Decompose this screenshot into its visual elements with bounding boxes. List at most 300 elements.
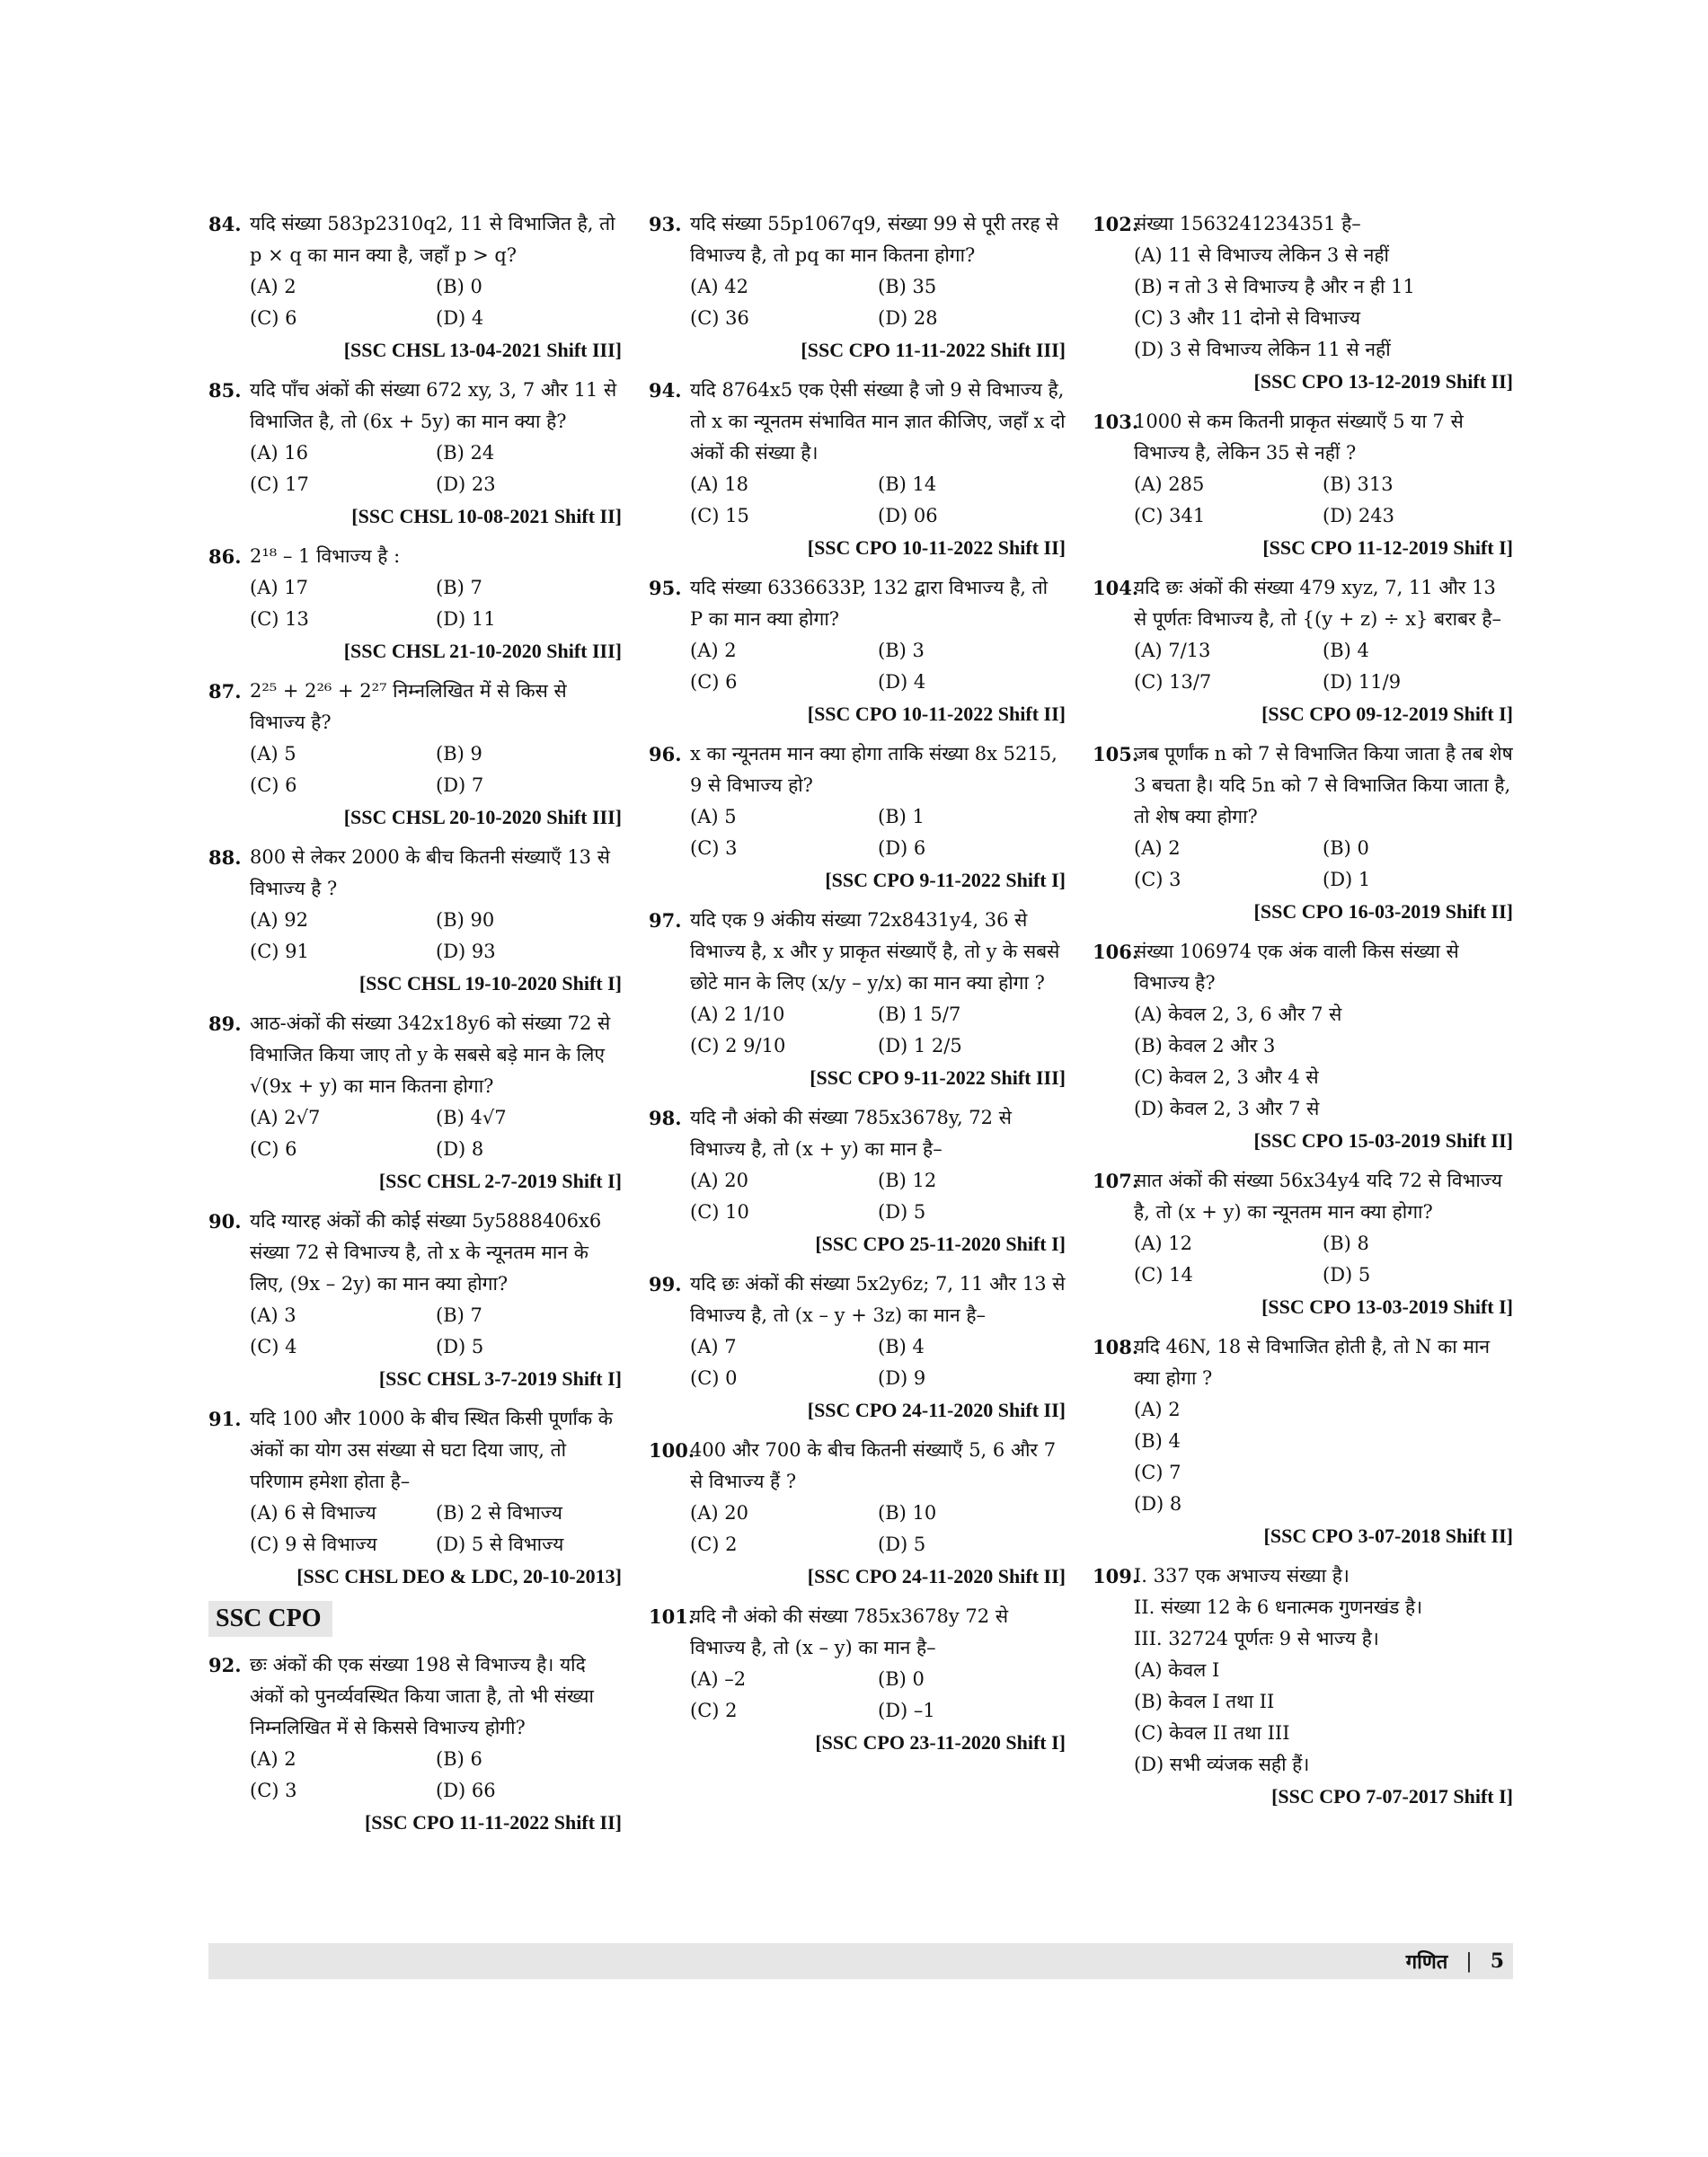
option: (B) न तो 3 से विभाज्य है और न ही 11 <box>1134 276 1415 297</box>
question-block <box>208 1649 622 1838</box>
option-row <box>690 1695 1066 1727</box>
options-list <box>208 1300 622 1363</box>
options-list <box>649 1498 1066 1560</box>
options-list <box>1093 1394 1513 1520</box>
options-list <box>1093 635 1513 698</box>
question-block <box>1093 738 1513 927</box>
option: (C) 2 9/10 <box>690 1035 786 1056</box>
option: (B) 90 <box>436 909 495 931</box>
options-list <box>208 1744 622 1807</box>
options-list <box>649 635 1066 698</box>
question-number: 98. <box>649 1107 682 1129</box>
option: (B) केवल I तथा II <box>1134 1691 1275 1712</box>
option-row <box>250 1331 622 1363</box>
option: (B) 7 <box>436 1304 482 1326</box>
option-row <box>250 1744 622 1775</box>
exam-source: [SSC CPO 09-12-2019 Shift I] <box>1261 703 1513 725</box>
option-row <box>1134 500 1513 532</box>
option: (B) 10 <box>878 1502 937 1524</box>
question-block <box>208 676 622 833</box>
options-list <box>649 1331 1066 1394</box>
options-list <box>649 1664 1066 1727</box>
option: (D) –1 <box>878 1700 935 1721</box>
option: (D) 6 <box>878 837 926 859</box>
option: (D) 243 <box>1323 505 1394 526</box>
question-number: 105. <box>1093 743 1139 765</box>
question-text: यदि छः अंकों की संख्या 479 xyz, 7, 11 और 13 से पूर्णतः विभाज्य है, तो {(y + z) ÷ x} बराबर है– <box>1134 577 1502 630</box>
options-list <box>1093 1592 1513 1781</box>
question-block <box>649 1269 1066 1426</box>
question-header <box>649 375 1066 469</box>
exam-source: [SSC CHSL 10-08-2021 Shift II] <box>351 505 622 527</box>
option: (A) 92 <box>250 909 308 931</box>
option: (B) 35 <box>878 276 937 297</box>
question-header <box>649 1269 1066 1331</box>
options-list <box>649 999 1066 1062</box>
question-text: सात अंकों की संख्या 56x34y4 यदि 72 से विभाज्य है, तो (x + y) का न्यूनतम मान क्या होगा? <box>1134 1170 1502 1223</box>
exam-source: [SSC CPO 11-11-2022 Shift III] <box>801 339 1066 361</box>
option: (A) 2 <box>250 1748 296 1770</box>
option: (B) 3 <box>878 640 925 661</box>
option: (C) 6 <box>690 671 738 693</box>
option: (C) केवल 2, 3 और 4 से <box>1134 1066 1319 1088</box>
option-row <box>690 271 1066 303</box>
option: (D) 7 <box>436 774 484 796</box>
option-row <box>690 500 1066 532</box>
option-row <box>690 1030 1066 1062</box>
options-list <box>1093 469 1513 532</box>
option: (C) 0 <box>690 1367 738 1389</box>
option: (B) 313 <box>1323 473 1394 495</box>
options-list <box>208 438 622 500</box>
question-block <box>208 208 622 366</box>
option: (A) 12 <box>1134 1233 1192 1254</box>
question-header <box>208 375 622 438</box>
option: (B) 4 <box>1323 640 1369 661</box>
option: (A) 2 <box>250 276 296 297</box>
option: (C) 15 <box>690 505 749 526</box>
options-list <box>208 1498 622 1560</box>
question-block <box>649 1102 1066 1260</box>
question-block <box>208 1206 622 1394</box>
option: (A) 20 <box>690 1170 748 1191</box>
question-number: 92. <box>208 1654 242 1676</box>
question-block <box>1093 1331 1513 1551</box>
question-header <box>1093 572 1513 635</box>
option: (C) 91 <box>250 941 309 962</box>
question-number: 97. <box>649 909 682 932</box>
question-number: 87. <box>208 680 242 703</box>
option: (D) 28 <box>878 307 938 329</box>
option-row <box>250 1529 622 1560</box>
option: (D) 1 <box>1323 869 1371 890</box>
option: (A) 11 से विभाज्य लेकिन 3 से नहीं <box>1134 244 1389 266</box>
question-header <box>208 541 622 572</box>
question-header <box>649 1435 1066 1498</box>
option: (C) 6 <box>250 307 297 329</box>
option: (D) 23 <box>436 473 496 495</box>
option: (C) 3 <box>250 1780 297 1801</box>
option: (C) 13/7 <box>1134 671 1212 693</box>
question-header <box>208 208 622 271</box>
option: (D) 5 <box>878 1534 926 1555</box>
option: (B) 9 <box>436 743 482 765</box>
question-text: यदि ग्यारह अंकों की कोई संख्या 5y5888406x6 संख्या 72 से विभाज्य है, तो x के न्यूनतम मान के लिए, (9x – 2y) का मान क्या होगा? <box>250 1210 602 1295</box>
question-number: 84. <box>208 213 242 235</box>
option-row <box>250 303 622 334</box>
option: (C) 14 <box>1134 1264 1193 1286</box>
exam-source: [SSC CPO 16-03-2019 Shift II] <box>1253 900 1513 923</box>
question-text: 400 और 700 के बीच कितनी संख्याएँ 5, 6 और 7 से विभाज्य हैं ? <box>690 1439 1057 1492</box>
option-row <box>250 438 622 469</box>
section-heading: SSC CPO <box>208 1601 332 1637</box>
options-list <box>208 1102 622 1165</box>
exam-source: [SSC CPO 9-11-2022 Shift I] <box>825 869 1066 891</box>
options-list <box>208 905 622 968</box>
option: (A) 7/13 <box>1134 640 1211 661</box>
option: (D) 5 <box>436 1336 484 1357</box>
question-text: यदि संख्या 6336633P, 132 द्वारा विभाज्य है, तो P का मान क्या होगा? <box>690 577 1049 630</box>
option: (D) 11 <box>436 608 496 630</box>
option: (D) 1 2/5 <box>878 1035 962 1056</box>
options-list <box>208 738 622 801</box>
options-list <box>1093 240 1513 366</box>
option: (D) 4 <box>878 671 926 693</box>
option: (B) 0 <box>878 1668 925 1690</box>
exam-source: [SSC CPO 13-03-2019 Shift I] <box>1261 1295 1513 1318</box>
option-row <box>690 1363 1066 1394</box>
exam-source: [SSC CHSL 20-10-2020 Shift III] <box>343 806 622 828</box>
option: (C) 341 <box>1134 505 1206 526</box>
question-header <box>649 905 1066 999</box>
options-list <box>1093 833 1513 896</box>
options-list <box>208 271 622 334</box>
question-header <box>1093 208 1513 240</box>
exam-source: [SSC CHSL 3-7-2019 Shift I] <box>378 1367 622 1390</box>
question-text: यदि पाँच अंकों की संख्या 672 xy, 3, 7 और 11 से विभाजित है, तो (6x + 5y) का मान क्या है? <box>250 379 617 432</box>
option-row <box>690 303 1066 334</box>
exam-source: [SSC CHSL 2-7-2019 Shift I] <box>378 1170 622 1192</box>
options-list <box>649 271 1066 334</box>
question-text: यदि संख्या 583p2310q2, 11 से विभाजित है, तो p × q का मान क्या है, जहाँ p > q? <box>250 213 615 266</box>
option-row <box>690 635 1066 667</box>
option-row <box>690 1498 1066 1529</box>
exam-source: [SSC CPO 9-11-2022 Shift III] <box>810 1066 1066 1089</box>
option: (B) 4√7 <box>436 1107 507 1128</box>
option: (D) 8 <box>436 1138 484 1160</box>
question-header <box>649 208 1066 271</box>
option: (C) 3 और 11 दोनो से विभाज्य <box>1134 307 1361 329</box>
question-text: यदि 100 और 1000 के बीच स्थित किसी पूर्णांक के अंकों का योग उस संख्या से घटा दिया जाए, तो परिणाम हमेशा होता है– <box>250 1408 613 1492</box>
question-number: 104. <box>1093 577 1139 599</box>
option: (D) 9 <box>878 1367 926 1389</box>
question-block <box>649 738 1066 896</box>
option: (A) 2 <box>690 640 737 661</box>
option: (D) 5 <box>878 1201 926 1223</box>
footer-subject: गणित <box>1405 1950 1448 1974</box>
option-row <box>250 936 622 968</box>
option: (A) 2√7 <box>250 1107 321 1128</box>
question-text: 2¹⁸ – 1 विभाज्य है : <box>250 545 401 567</box>
question-header <box>1093 1560 1513 1592</box>
option: (A) 2 <box>1134 837 1181 859</box>
exam-source: [SSC CHSL 19-10-2020 Shift I] <box>358 972 622 995</box>
exam-source: [SSC CPO 15-03-2019 Shift II] <box>1253 1129 1513 1152</box>
question-text: यदि नौ अंको की संख्या 785x3678y 72 से विभाज्य है, तो (x – y) का मान है– <box>690 1605 1009 1658</box>
option: (B) 4 <box>878 1336 925 1357</box>
option-row <box>690 1165 1066 1197</box>
option: (B) 4 <box>1134 1430 1181 1452</box>
option-row <box>250 1102 622 1134</box>
option: (D) 4 <box>436 307 484 329</box>
question-header <box>1093 936 1513 999</box>
question-header <box>208 1206 622 1300</box>
option: (B) केवल 2 और 3 <box>1134 1035 1276 1056</box>
exam-source: [SSC CPO 3-07-2018 Shift II] <box>1263 1525 1513 1547</box>
question-text: आठ-अंकों की संख्या 342x18y6 को संख्या 72 से विभाजित किया जाए तो y के सबसे बड़े मान के लिए √(9x + y) का मान कितना होगा? <box>250 1012 611 1097</box>
question-block <box>649 572 1066 729</box>
question-block <box>208 842 622 999</box>
exam-source: [SSC CPO 10-11-2022 Shift II] <box>807 536 1066 559</box>
option: (C) 6 <box>250 1138 297 1160</box>
option: (C) केवल II तथा III <box>1134 1722 1290 1744</box>
option: (B) 1 5/7 <box>878 1003 961 1025</box>
question-number: 101. <box>649 1605 695 1628</box>
option: (A) 7 <box>690 1336 737 1357</box>
exam-source: [SSC CPO 24-11-2020 Shift II] <box>807 1565 1066 1587</box>
options-list <box>649 1165 1066 1228</box>
question-header <box>649 572 1066 635</box>
option-row <box>250 1775 622 1807</box>
option-row <box>1134 1228 1513 1260</box>
option: (D) 5 से विभाज्य <box>436 1534 564 1555</box>
option: (B) 6 <box>436 1748 482 1770</box>
exam-source: [SSC CPO 24-11-2020 Shift II] <box>807 1399 1066 1421</box>
option: (C) 2 <box>690 1700 738 1721</box>
question-number: 89. <box>208 1012 242 1035</box>
option: (B) 8 <box>1323 1233 1369 1254</box>
option: (C) 17 <box>250 473 309 495</box>
question-text: यदि 8764x5 एक ऐसी संख्या है जो 9 से विभाज्य है, तो x का न्यूनतम संभावित मान ज्ञात कीजिए, जहाँ x दो अंकों की संख्या है। <box>690 379 1066 464</box>
exam-source: [SSC CPO 25-11-2020 Shift I] <box>815 1233 1066 1255</box>
question-number: 108. <box>1093 1336 1139 1358</box>
option: (B) 2 से विभाज्य <box>436 1502 562 1524</box>
options-list <box>208 572 622 635</box>
question-number: 88. <box>208 846 242 869</box>
question-number: 100. <box>649 1439 695 1462</box>
option-row <box>250 1498 622 1529</box>
question-block <box>1093 1165 1513 1322</box>
page-footer <box>208 1943 1513 1979</box>
option: (C) 10 <box>690 1201 749 1223</box>
option: (C) 13 <box>250 608 309 630</box>
option: (A) केवल 2, 3, 6 और 7 से <box>1134 1003 1342 1025</box>
footer-separator: | <box>1465 1949 1473 1973</box>
question-number: 86. <box>208 545 242 568</box>
option-row <box>1134 469 1513 500</box>
question-block <box>649 1435 1066 1592</box>
option: (A) 42 <box>690 276 748 297</box>
option: (A) 5 <box>690 806 737 827</box>
option: (A) केवल I <box>1134 1659 1220 1681</box>
question-number: 94. <box>649 379 682 402</box>
option-row <box>250 271 622 303</box>
question-header <box>208 1403 622 1498</box>
question-text: संख्या 106974 एक अंक वाली किस संख्या से विभाज्य है? <box>1134 941 1459 994</box>
question-block <box>649 1601 1066 1758</box>
option: (C) 9 से विभाज्य <box>250 1534 377 1555</box>
option: (A) 2 1/10 <box>690 1003 785 1025</box>
option: (A) 17 <box>250 577 308 598</box>
question-header <box>208 1008 622 1102</box>
question-block <box>1093 208 1513 397</box>
question-block <box>1093 406 1513 563</box>
question-text: यदि नौ अंको की संख्या 785x3678y, 72 से विभाज्य है, तो (x + y) का मान है– <box>690 1107 1012 1160</box>
question-header <box>1093 1165 1513 1228</box>
option-row <box>690 667 1066 698</box>
question-header <box>208 842 622 905</box>
question-header <box>1093 738 1513 833</box>
question-header <box>208 1649 622 1744</box>
option-row <box>250 738 622 770</box>
question-text: I. 337 एक अभाज्य संख्या है। <box>1134 1565 1350 1587</box>
option: (D) 8 <box>1134 1493 1182 1515</box>
option: (B) 0 <box>436 276 482 297</box>
question-text: 1000 से कम कितनी प्राकृत संख्याएँ 5 या 7 से विभाज्य है, लेकिन 35 से नहीं ? <box>1134 411 1464 464</box>
question-number: 103. <box>1093 411 1139 433</box>
option: (D) 11/9 <box>1323 671 1402 693</box>
option-row <box>690 1197 1066 1228</box>
option-row <box>250 572 622 604</box>
option-row <box>250 469 622 500</box>
option: (C) 3 <box>1134 869 1181 890</box>
option: (A) 285 <box>1134 473 1205 495</box>
option: (C) 6 <box>250 774 297 796</box>
question-number: 85. <box>208 379 242 402</box>
question-header <box>1093 406 1513 469</box>
option-row <box>250 604 622 635</box>
options-list <box>649 469 1066 532</box>
question-block <box>1093 936 1513 1156</box>
option: (D) 66 <box>436 1780 496 1801</box>
exam-source: [SSC CPO 23-11-2020 Shift I] <box>815 1731 1066 1754</box>
option: (B) 12 <box>878 1170 937 1191</box>
exam-source: [SSC CHSL 13-04-2021 Shift III] <box>343 339 622 361</box>
question-block <box>1093 1560 1513 1812</box>
option: (D) 5 <box>1323 1264 1371 1286</box>
option: (C) 4 <box>250 1336 297 1357</box>
column-1 <box>208 208 622 1847</box>
option: (B) 24 <box>436 442 495 464</box>
option-row <box>250 905 622 936</box>
question-text: यदि एक 9 अंकीय संख्या 72x8431y4, 36 से विभाज्य है, x और y प्राकृत संख्याएँ है, तो y के सबसे छोटे मान के लिए (x/y – y/x) का मान क्या होगा ? <box>690 909 1060 994</box>
exam-source: [SSC CPO 7-07-2017 Shift I] <box>1271 1785 1513 1808</box>
question-block <box>649 905 1066 1093</box>
question-text: जब पूर्णांक n को 7 से विभाजित किया जाता है तब शेष 3 बचता है। यदि 5n को 7 से विभाजित किया जाता है, तो शेष क्या होगा? <box>1134 743 1513 827</box>
question-number: 99. <box>649 1273 682 1295</box>
option-row <box>1134 635 1513 667</box>
question-number: 106. <box>1093 941 1139 963</box>
question-text: 800 से लेकर 2000 के बीच कितनी संख्याएँ 13 से विभाज्य है ? <box>250 846 610 899</box>
option-row <box>1134 864 1513 896</box>
question-number: 95. <box>649 577 682 599</box>
option-row <box>1134 1260 1513 1291</box>
option: (B) 1 <box>878 806 925 827</box>
question-header <box>208 676 622 738</box>
statement: III. 32724 पूर्णतः 9 से भाज्य है। <box>1134 1628 1379 1649</box>
question-number: 90. <box>208 1210 242 1233</box>
option: (A) –2 <box>690 1668 747 1690</box>
question-block <box>649 375 1066 563</box>
question-number: 96. <box>649 743 682 765</box>
option: (A) 2 <box>1134 1399 1181 1420</box>
option: (B) 14 <box>878 473 937 495</box>
column-2 <box>649 208 1066 1767</box>
question-text: संख्या 1563241234351 है– <box>1134 213 1361 234</box>
question-block <box>208 1008 622 1197</box>
option-row <box>690 1529 1066 1560</box>
question-block <box>208 541 622 667</box>
option: (D) सभी व्यंजक सही हैं। <box>1134 1754 1310 1775</box>
option: (B) 7 <box>436 577 482 598</box>
option: (D) 93 <box>436 941 496 962</box>
question-text: छः अंकों की एक संख्या 198 से विभाज्य है। यदि अंकों को पुनर्व्यवस्थित किया जाता है, तो भी संख्या निम्नलिखित में से किससे विभाज्य होगी? <box>250 1654 594 1738</box>
option: (C) 36 <box>690 307 749 329</box>
exam-source: [SSC CPO 13-12-2019 Shift II] <box>1253 370 1513 393</box>
question-number: 107. <box>1093 1170 1139 1192</box>
option-row <box>1134 667 1513 698</box>
question-header <box>649 1102 1066 1165</box>
option-row <box>690 833 1066 864</box>
question-number: 102. <box>1093 213 1139 235</box>
page-number: 5 <box>1490 1949 1504 1973</box>
option-row <box>690 1664 1066 1695</box>
option: (D) 3 से विभाज्य लेकिन 11 से नहीं <box>1134 339 1391 360</box>
question-block <box>649 208 1066 366</box>
statement: II. संख्या 12 के 6 धनात्मक गुणनखंड है। <box>1134 1596 1423 1618</box>
exam-source: [SSC CHSL 21-10-2020 Shift III] <box>343 640 622 662</box>
option-row <box>690 1331 1066 1363</box>
option-row <box>250 1300 622 1331</box>
options-list <box>1093 1228 1513 1291</box>
option-row <box>690 999 1066 1030</box>
question-header <box>649 1601 1066 1664</box>
question-text: यदि 46N, 18 से विभाजित होती है, तो N का मान क्या होगा ? <box>1134 1336 1491 1389</box>
option-row <box>250 770 622 801</box>
option: (B) 0 <box>1323 837 1369 859</box>
option: (A) 18 <box>690 473 748 495</box>
column-3 <box>1093 208 1513 1821</box>
option-row <box>250 1134 622 1165</box>
question-text: यदि छः अंकों की संख्या 5x2y6z; 7, 11 और 13 से विभाज्य है, तो (x – y + 3z) का मान है– <box>690 1273 1066 1326</box>
exam-source: [SSC CPO 11-11-2022 Shift II] <box>364 1811 622 1834</box>
exam-source: [SSC CPO 10-11-2022 Shift II] <box>807 703 1066 725</box>
question-header <box>1093 1331 1513 1394</box>
option: (D) केवल 2, 3 और 7 से <box>1134 1098 1320 1119</box>
question-number: 91. <box>208 1408 242 1430</box>
option-row <box>690 801 1066 833</box>
exam-source: [SSC CPO 11-12-2019 Shift I] <box>1262 536 1513 559</box>
question-number: 109. <box>1093 1565 1139 1587</box>
exam-source: [SSC CHSL DEO & LDC, 20-10-2013] <box>296 1565 622 1587</box>
question-number: 93. <box>649 213 682 235</box>
question-header <box>649 738 1066 801</box>
option: (C) 7 <box>1134 1462 1181 1483</box>
question-block <box>208 1403 622 1592</box>
option: (A) 16 <box>250 442 308 464</box>
option: (D) 06 <box>878 505 938 526</box>
option: (A) 6 से विभाज्य <box>250 1502 376 1524</box>
